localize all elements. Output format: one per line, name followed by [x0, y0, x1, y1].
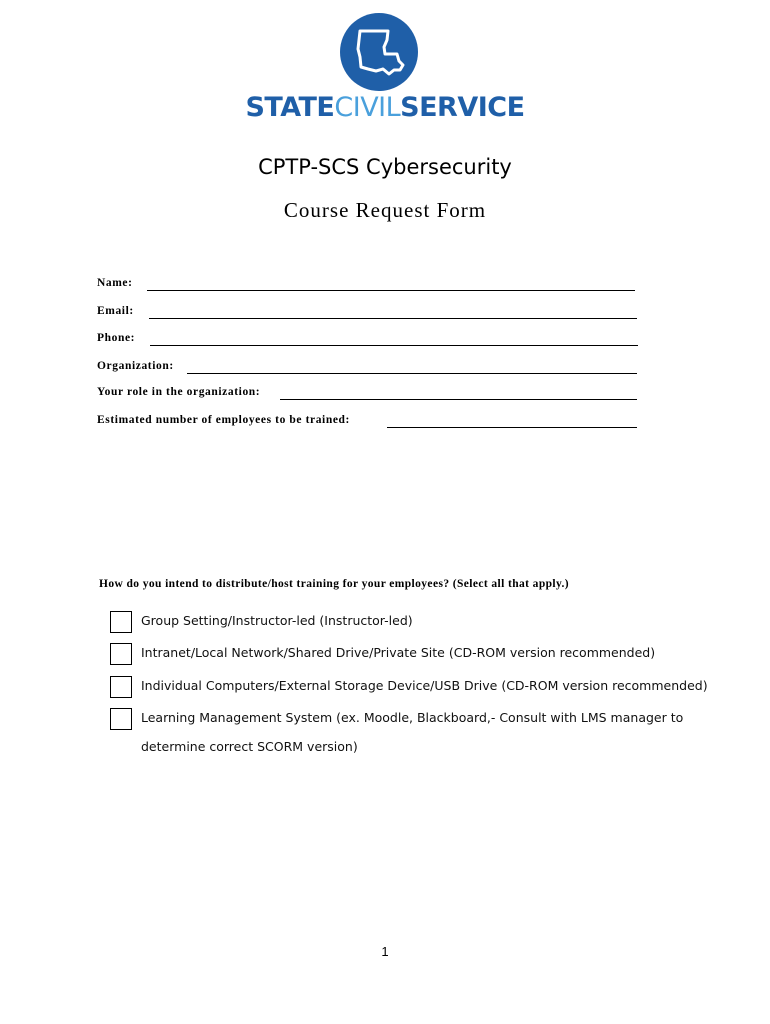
employees-field — [97, 414, 640, 434]
email-label: Email: — [97, 305, 134, 317]
logo-part-civil: CIVIL — [334, 92, 401, 123]
intranet-checkbox[interactable] — [110, 643, 132, 665]
individual-computers-label: Individual Computers/External Storage Device/USB Drive (CD-ROM version recommended) — [141, 678, 708, 693]
email-field — [97, 305, 639, 325]
name-field — [97, 277, 637, 297]
group-setting-label: Group Setting/Instructor-led (Instructor-led) — [141, 613, 413, 628]
organization-field — [97, 360, 640, 380]
logo-part-service: SERVICE — [400, 92, 525, 123]
page-title: CPTP-SCS Cybersecurity — [258, 155, 512, 179]
intranet-label: Intranet/Local Network/Shared Drive/Private Site (CD-ROM version recommended) — [141, 645, 656, 660]
lms-label: Learning Management System (ex. Moodle, Blackboard,- Consult with LMS manager to — [141, 710, 684, 725]
employees-input-line[interactable] — [387, 427, 637, 428]
phone-field — [97, 332, 640, 352]
page-number: 1 — [381, 944, 389, 959]
role-field — [97, 386, 640, 406]
lms-checkbox[interactable] — [110, 708, 132, 730]
logo-part-state: STATE — [245, 92, 335, 123]
organization-label: Organization: — [97, 360, 174, 372]
phone-label: Phone: — [97, 332, 136, 344]
form-subtitle: Course Request Form — [283, 198, 487, 222]
role-label: Your role in the organization: — [97, 386, 261, 398]
name-input-line[interactable] — [147, 290, 635, 291]
organization-input-line[interactable] — [187, 373, 637, 374]
logo-wordmark — [0, 92, 770, 123]
employees-label: Estimated number of employees to be trained: — [97, 414, 350, 426]
name-label: Name: — [97, 277, 133, 289]
phone-input-line[interactable] — [150, 345, 638, 346]
lms-label-continuation: determine correct SCORM version) — [141, 739, 358, 754]
distribution-question: How do you intend to distribute/host training for your employees? (Select all that apply.) — [99, 578, 570, 590]
role-input-line[interactable] — [280, 399, 637, 400]
louisiana-state-icon — [340, 13, 418, 91]
individual-computers-checkbox[interactable] — [110, 676, 132, 698]
group-setting-checkbox[interactable] — [110, 611, 132, 633]
email-input-line[interactable] — [149, 318, 637, 319]
